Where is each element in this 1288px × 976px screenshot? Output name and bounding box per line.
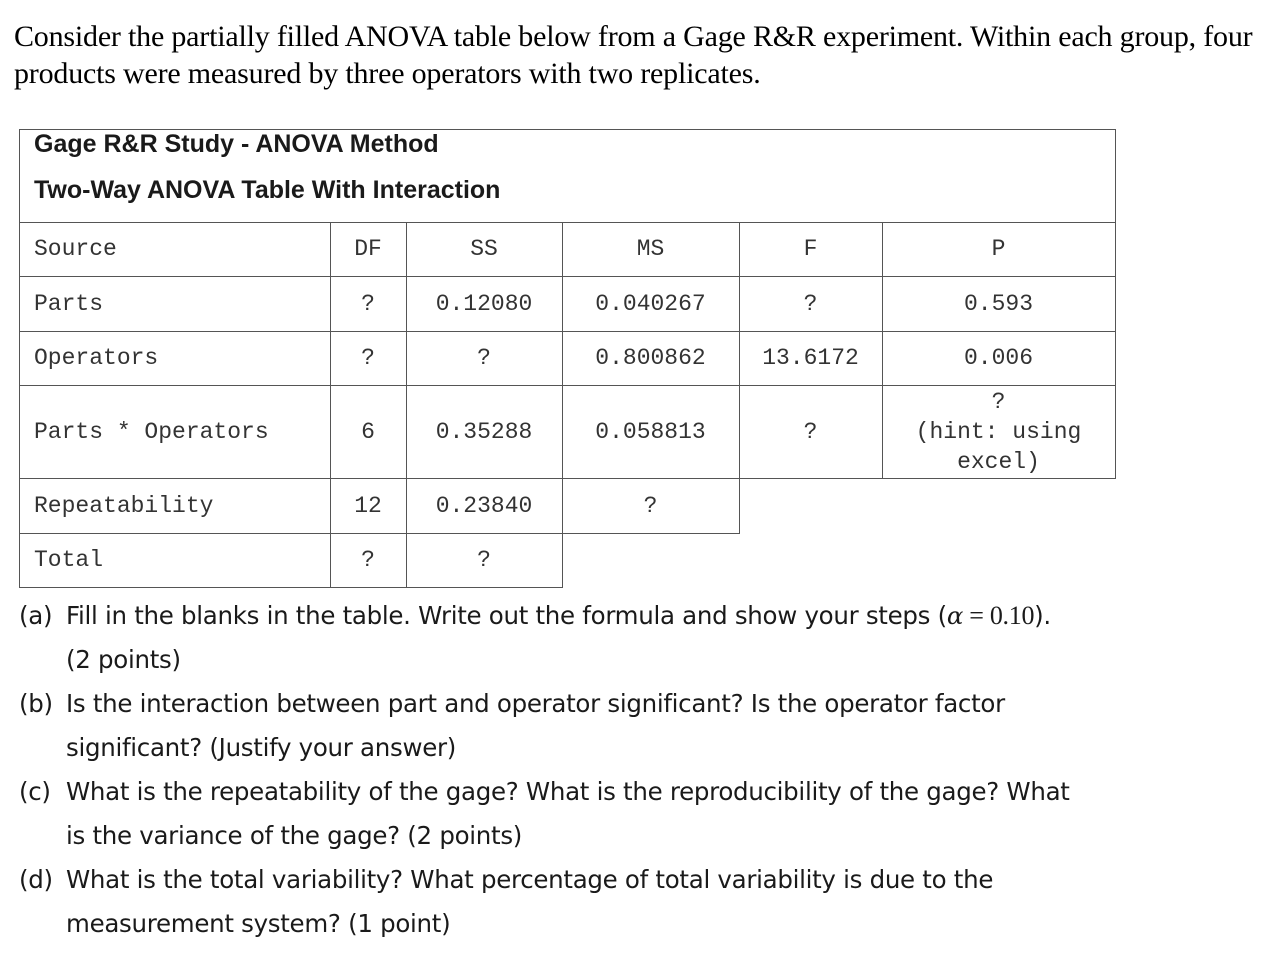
alpha-symbol: α — [946, 601, 964, 630]
question-a-line1 — [66, 594, 1259, 638]
row-parts-ss: 0.12080 — [435, 290, 533, 317]
row-interaction-df: 6 — [361, 418, 375, 445]
row-interaction-source: Parts * Operators — [34, 418, 269, 445]
row-interaction-ms: 0.058813 — [595, 418, 706, 445]
header-p: P — [991, 236, 1006, 262]
question-d-line1: What is the total variability? What percentage of total variability is due to the — [66, 865, 994, 894]
row-repeatability-ms: ? — [643, 492, 658, 519]
row-total-ss: ? — [477, 547, 491, 573]
question-b — [19, 682, 1259, 770]
table-title: Gage R&R Study - ANOVA Method — [34, 130, 439, 158]
row-total-source: Total — [34, 547, 104, 573]
header-ms: MS — [636, 236, 665, 262]
row-interaction-ss: 0.35288 — [435, 418, 533, 445]
table-rule — [19, 587, 563, 588]
row-parts-ms: 0.040267 — [595, 290, 706, 317]
question-c — [19, 770, 1259, 858]
question-a — [19, 594, 1259, 682]
row-parts-p: 0.593 — [963, 290, 1033, 317]
header-source: Source — [34, 236, 117, 262]
table-subtitle: Two-Way ANOVA Table With Interaction — [34, 176, 501, 204]
table-border — [19, 129, 1116, 130]
row-parts-source: Parts — [34, 290, 104, 317]
row-interaction-f: ? — [803, 418, 818, 445]
alpha-value: 0.10 — [989, 601, 1035, 630]
table-border — [1115, 129, 1116, 479]
question-b-label: (b) — [19, 689, 53, 718]
row-operators-ss: ? — [477, 345, 491, 371]
row-operators-ms: 0.800862 — [595, 345, 706, 371]
row-interaction-p-hint-line2: excel) — [957, 448, 1040, 475]
row-parts-f: ? — [803, 290, 818, 317]
header-ss: SS — [470, 236, 498, 262]
alpha-equals: = — [963, 601, 990, 630]
row-repeatability-source: Repeatability — [34, 492, 214, 519]
question-c-line1: What is the repeatability of the gage? What is the reproducibility of the gage? What — [66, 777, 1070, 806]
question-a-text: Fill in the blanks in the table. Write out the formula and show your steps ( — [66, 601, 947, 630]
question-a-text-end: ). — [1034, 601, 1051, 630]
intro-paragraph: Consider the partially filled ANOVA table below from a Gage R&R experiment. Within each group, four products were measured by three operators with two replicates. — [14, 20, 1253, 90]
row-interaction-p-value: ? — [991, 388, 1006, 415]
question-d — [19, 858, 1259, 946]
question-c-label: (c) — [19, 777, 51, 806]
question-d-line2: measurement system? (1 point) — [66, 909, 451, 938]
row-operators-f: 13.6172 — [762, 345, 859, 371]
question-d-label: (d) — [19, 865, 53, 894]
row-interaction-p-hint-line1: (hint: using — [915, 418, 1082, 445]
question-a-points: (2 points) — [66, 645, 181, 674]
row-repeatability-ss: 0.23840 — [435, 492, 533, 519]
question-b-line1: Is the interaction between part and operator significant? Is the operator factor — [66, 689, 1005, 718]
row-operators-source: Operators — [34, 345, 159, 371]
question-b-line2: significant? (Justify your answer) — [66, 733, 456, 762]
question-list — [19, 594, 1259, 946]
row-total-df: ? — [361, 547, 375, 573]
row-interaction-p — [882, 385, 1115, 478]
question-c-line2: is the variance of the gage? (2 points) — [66, 821, 523, 850]
row-operators-df: ? — [361, 345, 375, 371]
row-operators-p: 0.006 — [963, 345, 1033, 371]
question-a-label: (a) — [19, 601, 53, 630]
row-parts-df: ? — [361, 290, 375, 317]
anova-table — [19, 129, 1116, 589]
header-f: F — [803, 236, 818, 262]
header-df: DF — [354, 236, 382, 262]
row-repeatability-df: 12 — [354, 492, 382, 519]
